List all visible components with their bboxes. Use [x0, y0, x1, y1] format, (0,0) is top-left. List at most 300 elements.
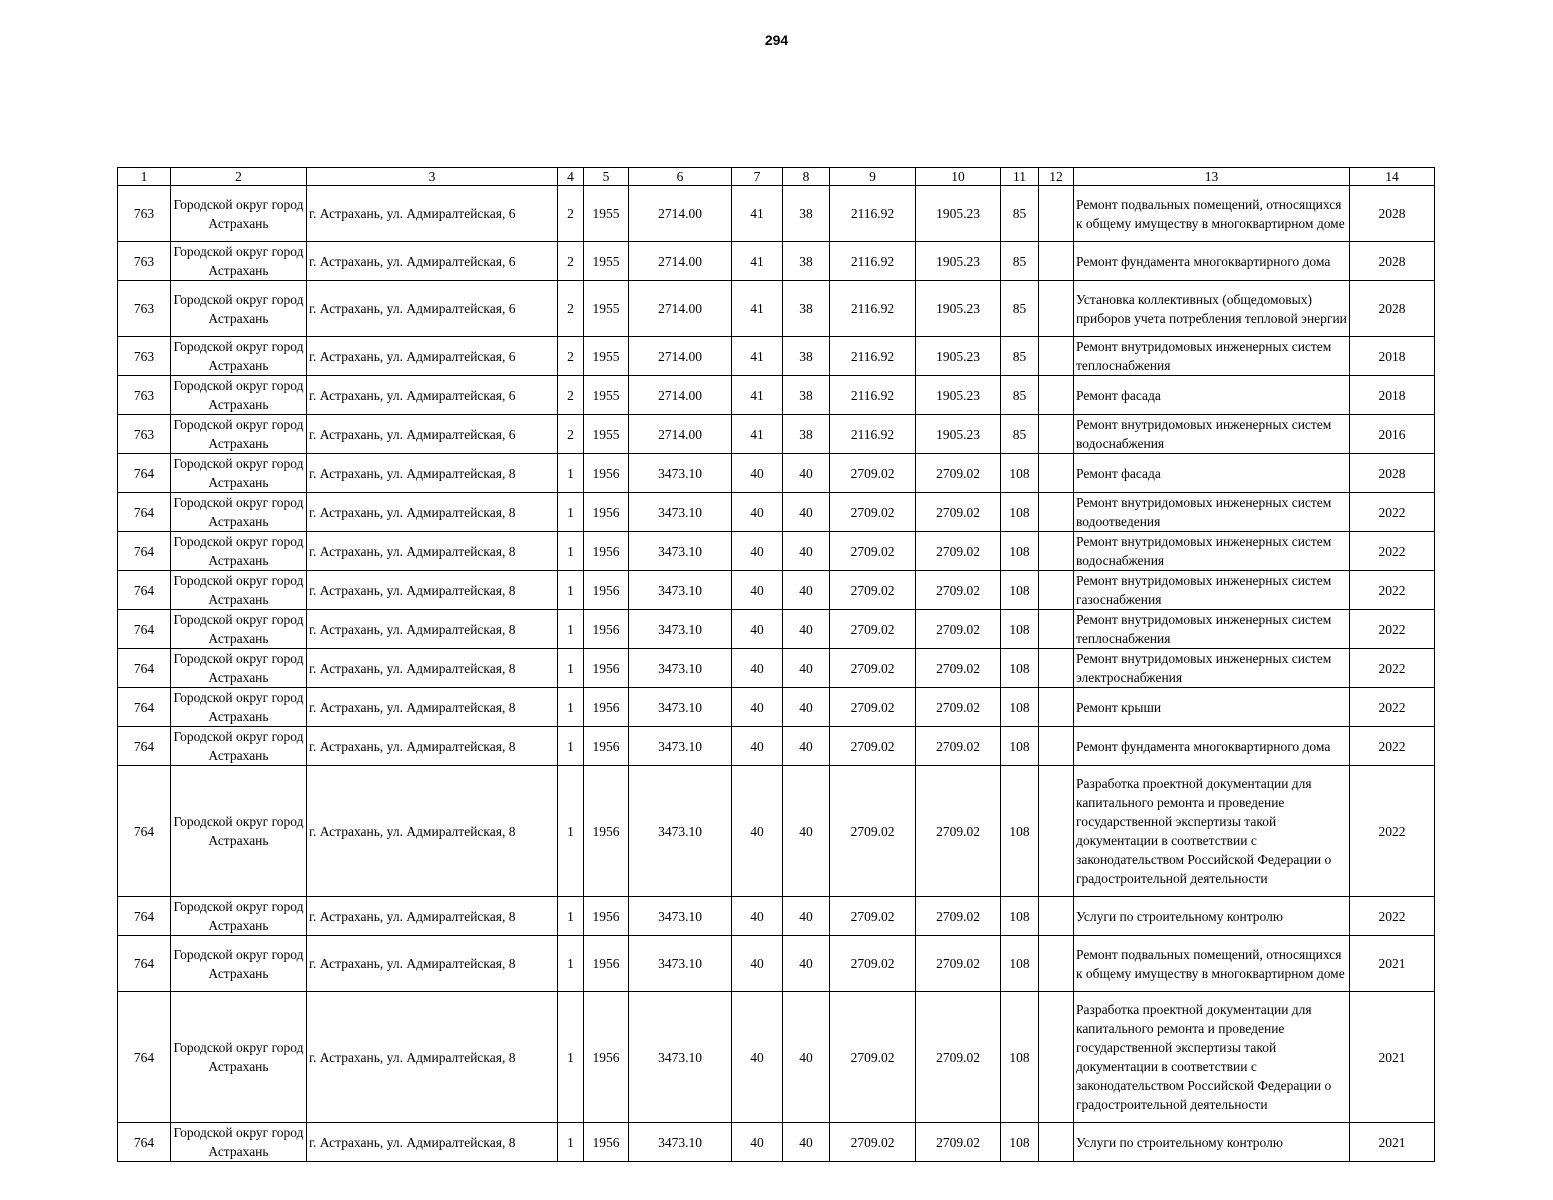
cell-col4: 2 — [558, 337, 584, 376]
column-header: 6 — [629, 168, 732, 186]
column-header: 2 — [171, 168, 307, 186]
cell-col9: 2709.02 — [830, 688, 916, 727]
cell-col12 — [1039, 1123, 1074, 1162]
row-number: 764 — [118, 1123, 171, 1162]
cell-col8: 40 — [783, 649, 830, 688]
cell-col9: 2709.02 — [830, 936, 916, 992]
address: г. Астрахань, ул. Адмиралтейская, 8 — [307, 992, 558, 1123]
cell-col12 — [1039, 493, 1074, 532]
cell-col11: 108 — [1001, 688, 1039, 727]
cell-col12 — [1039, 766, 1074, 897]
cell-col8: 40 — [783, 493, 830, 532]
cell-col7: 41 — [732, 242, 783, 281]
municipality: Городской округ город Астрахань — [171, 242, 307, 281]
planned-year: 2021 — [1350, 1123, 1435, 1162]
work-type: Услуги по строительному контролю — [1074, 1123, 1350, 1162]
work-type: Ремонт внутридомовых инженерных систем водоснабжения — [1074, 415, 1350, 454]
planned-year: 2022 — [1350, 532, 1435, 571]
planned-year: 2022 — [1350, 727, 1435, 766]
cell-col12 — [1039, 649, 1074, 688]
cell-col4: 1 — [558, 649, 584, 688]
build-year: 1956 — [584, 727, 629, 766]
work-type: Ремонт подвальных помещений, относящихся к общему имуществу в многоквартирном доме — [1074, 186, 1350, 242]
column-header: 10 — [916, 168, 1001, 186]
cell-col10: 2709.02 — [916, 571, 1001, 610]
cell-col12 — [1039, 727, 1074, 766]
table-row — [118, 727, 1435, 766]
work-type: Ремонт внутридомовых инженерных систем теплоснабжения — [1074, 337, 1350, 376]
total-area: 3473.10 — [629, 571, 732, 610]
table-row — [118, 242, 1435, 281]
row-number: 764 — [118, 936, 171, 992]
table-row — [118, 376, 1435, 415]
row-number: 764 — [118, 992, 171, 1123]
work-type: Ремонт подвальных помещений, относящихся к общему имуществу в многоквартирном доме — [1074, 936, 1350, 992]
total-area: 3473.10 — [629, 454, 732, 493]
row-number: 763 — [118, 337, 171, 376]
table-row — [118, 936, 1435, 992]
column-header: 13 — [1074, 168, 1350, 186]
cell-col11: 108 — [1001, 571, 1039, 610]
work-type: Установка коллективных (общедомовых) приборов учета потребления тепловой энергии — [1074, 281, 1350, 337]
build-year: 1956 — [584, 992, 629, 1123]
cell-col9: 2709.02 — [830, 1123, 916, 1162]
cell-col8: 40 — [783, 727, 830, 766]
total-area: 3473.10 — [629, 649, 732, 688]
cell-col8: 38 — [783, 415, 830, 454]
cell-col8: 38 — [783, 186, 830, 242]
cell-col10: 2709.02 — [916, 454, 1001, 493]
cell-col8: 40 — [783, 454, 830, 493]
cell-col4: 1 — [558, 766, 584, 897]
municipality: Городской округ город Астрахань — [171, 727, 307, 766]
cell-col8: 40 — [783, 688, 830, 727]
cell-col11: 108 — [1001, 766, 1039, 897]
total-area: 2714.00 — [629, 242, 732, 281]
cell-col11: 85 — [1001, 242, 1039, 281]
cell-col9: 2116.92 — [830, 242, 916, 281]
cell-col12 — [1039, 376, 1074, 415]
row-number: 764 — [118, 766, 171, 897]
table-row — [118, 186, 1435, 242]
municipality: Городской округ город Астрахань — [171, 649, 307, 688]
cell-col10: 2709.02 — [916, 649, 1001, 688]
cell-col10: 1905.23 — [916, 242, 1001, 281]
column-header: 3 — [307, 168, 558, 186]
cell-col7: 41 — [732, 376, 783, 415]
cell-col9: 2709.02 — [830, 454, 916, 493]
work-type: Ремонт фасада — [1074, 376, 1350, 415]
build-year: 1956 — [584, 454, 629, 493]
planned-year: 2018 — [1350, 337, 1435, 376]
total-area: 2714.00 — [629, 281, 732, 337]
cell-col12 — [1039, 992, 1074, 1123]
cell-col12 — [1039, 897, 1074, 936]
planned-year: 2028 — [1350, 281, 1435, 337]
cell-col4: 1 — [558, 493, 584, 532]
column-header: 14 — [1350, 168, 1435, 186]
municipality: Городской округ город Астрахань — [171, 992, 307, 1123]
cell-col12 — [1039, 281, 1074, 337]
column-header: 4 — [558, 168, 584, 186]
work-type: Ремонт фундамента многоквартирного дома — [1074, 242, 1350, 281]
address: г. Астрахань, ул. Адмиралтейская, 8 — [307, 897, 558, 936]
cell-col8: 40 — [783, 532, 830, 571]
cell-col9: 2709.02 — [830, 532, 916, 571]
cell-col10: 2709.02 — [916, 610, 1001, 649]
municipality: Городской округ город Астрахань — [171, 766, 307, 897]
cell-col9: 2709.02 — [830, 610, 916, 649]
planned-year: 2022 — [1350, 649, 1435, 688]
address: г. Астрахань, ул. Адмиралтейская, 8 — [307, 688, 558, 727]
cell-col12 — [1039, 532, 1074, 571]
cell-col10: 2709.02 — [916, 897, 1001, 936]
table-row — [118, 493, 1435, 532]
address: г. Астрахань, ул. Адмиралтейская, 8 — [307, 727, 558, 766]
cell-col7: 40 — [732, 493, 783, 532]
cell-col9: 2709.02 — [830, 571, 916, 610]
cell-col4: 1 — [558, 610, 584, 649]
cell-col11: 85 — [1001, 186, 1039, 242]
address: г. Астрахань, ул. Адмиралтейская, 6 — [307, 415, 558, 454]
cell-col4: 2 — [558, 415, 584, 454]
cell-col9: 2116.92 — [830, 186, 916, 242]
cell-col8: 40 — [783, 766, 830, 897]
cell-col11: 85 — [1001, 281, 1039, 337]
build-year: 1956 — [584, 493, 629, 532]
work-type: Ремонт фундамента многоквартирного дома — [1074, 727, 1350, 766]
table-row — [118, 415, 1435, 454]
address: г. Астрахань, ул. Адмиралтейская, 6 — [307, 186, 558, 242]
cell-col7: 40 — [732, 1123, 783, 1162]
table-row — [118, 897, 1435, 936]
cell-col9: 2709.02 — [830, 992, 916, 1123]
row-number: 764 — [118, 897, 171, 936]
cell-col7: 41 — [732, 186, 783, 242]
table-row — [118, 454, 1435, 493]
cell-col8: 40 — [783, 897, 830, 936]
total-area: 3473.10 — [629, 493, 732, 532]
work-type: Ремонт внутридомовых инженерных систем теплоснабжения — [1074, 610, 1350, 649]
build-year: 1955 — [584, 376, 629, 415]
municipality: Городской округ город Астрахань — [171, 415, 307, 454]
cell-col10: 1905.23 — [916, 186, 1001, 242]
table-row — [118, 1123, 1435, 1162]
cell-col11: 108 — [1001, 897, 1039, 936]
cell-col4: 1 — [558, 454, 584, 493]
planned-year: 2018 — [1350, 376, 1435, 415]
row-number: 764 — [118, 571, 171, 610]
total-area: 3473.10 — [629, 1123, 732, 1162]
cell-col12 — [1039, 571, 1074, 610]
municipality: Городской округ город Астрахань — [171, 610, 307, 649]
cell-col7: 40 — [732, 727, 783, 766]
cell-col10: 2709.02 — [916, 688, 1001, 727]
work-type: Ремонт внутридомовых инженерных систем водоснабжения — [1074, 532, 1350, 571]
capital-repair-table — [117, 167, 1435, 1162]
municipality: Городской округ город Астрахань — [171, 688, 307, 727]
planned-year: 2016 — [1350, 415, 1435, 454]
cell-col11: 85 — [1001, 376, 1039, 415]
cell-col11: 108 — [1001, 727, 1039, 766]
cell-col11: 108 — [1001, 1123, 1039, 1162]
cell-col11: 85 — [1001, 415, 1039, 454]
work-type: Разработка проектной документации для капитального ремонта и проведение государственной экспертизы такой документации в соответствии с законодательством Российской Федерации о градостроительной деятельности — [1074, 766, 1350, 897]
cell-col7: 40 — [732, 936, 783, 992]
address: г. Астрахань, ул. Адмиралтейская, 6 — [307, 376, 558, 415]
row-number: 764 — [118, 727, 171, 766]
address: г. Астрахань, ул. Адмиралтейская, 6 — [307, 242, 558, 281]
cell-col10: 1905.23 — [916, 415, 1001, 454]
cell-col9: 2116.92 — [830, 337, 916, 376]
cell-col7: 41 — [732, 415, 783, 454]
total-area: 3473.10 — [629, 936, 732, 992]
build-year: 1955 — [584, 281, 629, 337]
work-type: Ремонт внутридомовых инженерных систем электроснабжения — [1074, 649, 1350, 688]
cell-col4: 1 — [558, 727, 584, 766]
cell-col4: 1 — [558, 992, 584, 1123]
cell-col8: 40 — [783, 936, 830, 992]
address: г. Астрахань, ул. Адмиралтейская, 8 — [307, 571, 558, 610]
cell-col7: 41 — [732, 281, 783, 337]
cell-col4: 1 — [558, 897, 584, 936]
planned-year: 2022 — [1350, 493, 1435, 532]
row-number: 764 — [118, 493, 171, 532]
address: г. Астрахань, ул. Адмиралтейская, 8 — [307, 532, 558, 571]
build-year: 1955 — [584, 337, 629, 376]
planned-year: 2028 — [1350, 454, 1435, 493]
cell-col12 — [1039, 186, 1074, 242]
work-type: Ремонт фасада — [1074, 454, 1350, 493]
table-row — [118, 571, 1435, 610]
municipality: Городской округ город Астрахань — [171, 376, 307, 415]
cell-col9: 2116.92 — [830, 376, 916, 415]
cell-col8: 38 — [783, 337, 830, 376]
total-area: 3473.10 — [629, 727, 732, 766]
cell-col10: 2709.02 — [916, 766, 1001, 897]
cell-col7: 40 — [732, 454, 783, 493]
work-type: Ремонт внутридомовых инженерных систем газоснабжения — [1074, 571, 1350, 610]
cell-col11: 108 — [1001, 532, 1039, 571]
planned-year: 2022 — [1350, 610, 1435, 649]
total-area: 3473.10 — [629, 610, 732, 649]
row-number: 764 — [118, 649, 171, 688]
build-year: 1955 — [584, 415, 629, 454]
municipality: Городской округ город Астрахань — [171, 186, 307, 242]
cell-col8: 40 — [783, 1123, 830, 1162]
cell-col8: 40 — [783, 610, 830, 649]
address: г. Астрахань, ул. Адмиралтейская, 8 — [307, 649, 558, 688]
page-number: 294 — [764, 32, 789, 48]
total-area: 2714.00 — [629, 186, 732, 242]
build-year: 1956 — [584, 649, 629, 688]
cell-col9: 2709.02 — [830, 649, 916, 688]
cell-col7: 40 — [732, 532, 783, 571]
municipality: Городской округ город Астрахань — [171, 493, 307, 532]
column-header: 11 — [1001, 168, 1039, 186]
row-number: 763 — [118, 281, 171, 337]
row-number: 764 — [118, 610, 171, 649]
row-number: 763 — [118, 242, 171, 281]
cell-col7: 41 — [732, 337, 783, 376]
table-row — [118, 281, 1435, 337]
planned-year: 2021 — [1350, 992, 1435, 1123]
build-year: 1956 — [584, 571, 629, 610]
cell-col4: 2 — [558, 376, 584, 415]
cell-col7: 40 — [732, 649, 783, 688]
table-row — [118, 649, 1435, 688]
work-type: Разработка проектной документации для капитального ремонта и проведение государственной экспертизы такой документации в соответствии с законодательством Российской Федерации о градостроительной деятельности — [1074, 992, 1350, 1123]
cell-col11: 108 — [1001, 992, 1039, 1123]
cell-col9: 2709.02 — [830, 766, 916, 897]
cell-col11: 108 — [1001, 936, 1039, 992]
cell-col12 — [1039, 415, 1074, 454]
build-year: 1956 — [584, 936, 629, 992]
planned-year: 2022 — [1350, 766, 1435, 897]
municipality: Городской округ город Астрахань — [171, 532, 307, 571]
cell-col11: 85 — [1001, 337, 1039, 376]
build-year: 1956 — [584, 688, 629, 727]
address: г. Астрахань, ул. Адмиралтейская, 8 — [307, 493, 558, 532]
planned-year: 2021 — [1350, 936, 1435, 992]
build-year: 1956 — [584, 766, 629, 897]
cell-col4: 1 — [558, 1123, 584, 1162]
table-row — [118, 688, 1435, 727]
cell-col7: 40 — [732, 766, 783, 897]
cell-col7: 40 — [732, 897, 783, 936]
table-row — [118, 337, 1435, 376]
cell-col4: 1 — [558, 936, 584, 992]
cell-col8: 38 — [783, 242, 830, 281]
cell-col11: 108 — [1001, 493, 1039, 532]
row-number: 764 — [118, 532, 171, 571]
build-year: 1956 — [584, 610, 629, 649]
address: г. Астрахань, ул. Адмиралтейская, 8 — [307, 610, 558, 649]
planned-year: 2028 — [1350, 186, 1435, 242]
municipality: Городской округ город Астрахань — [171, 897, 307, 936]
build-year: 1956 — [584, 897, 629, 936]
work-type: Ремонт внутридомовых инженерных систем водоотведения — [1074, 493, 1350, 532]
header-row — [118, 168, 1435, 186]
cell-col11: 108 — [1001, 610, 1039, 649]
cell-col10: 2709.02 — [916, 493, 1001, 532]
cell-col7: 40 — [732, 688, 783, 727]
table-row — [118, 610, 1435, 649]
total-area: 2714.00 — [629, 337, 732, 376]
cell-col7: 40 — [732, 610, 783, 649]
cell-col9: 2709.02 — [830, 727, 916, 766]
cell-col9: 2116.92 — [830, 415, 916, 454]
column-header: 9 — [830, 168, 916, 186]
cell-col11: 108 — [1001, 649, 1039, 688]
cell-col4: 2 — [558, 281, 584, 337]
cell-col8: 38 — [783, 376, 830, 415]
cell-col4: 1 — [558, 532, 584, 571]
total-area: 2714.00 — [629, 376, 732, 415]
address: г. Астрахань, ул. Адмиралтейская, 6 — [307, 281, 558, 337]
municipality: Городской округ город Астрахань — [171, 337, 307, 376]
total-area: 3473.10 — [629, 897, 732, 936]
cell-col4: 2 — [558, 186, 584, 242]
planned-year: 2028 — [1350, 242, 1435, 281]
address: г. Астрахань, ул. Адмиралтейская, 8 — [307, 936, 558, 992]
cell-col7: 40 — [732, 571, 783, 610]
cell-col7: 40 — [732, 992, 783, 1123]
column-header: 1 — [118, 168, 171, 186]
row-number: 764 — [118, 454, 171, 493]
municipality: Городской округ город Астрахань — [171, 454, 307, 493]
address: г. Астрахань, ул. Адмиралтейская, 6 — [307, 337, 558, 376]
total-area: 3473.10 — [629, 688, 732, 727]
cell-col10: 2709.02 — [916, 532, 1001, 571]
cell-col4: 1 — [558, 571, 584, 610]
column-header: 5 — [584, 168, 629, 186]
column-header: 12 — [1039, 168, 1074, 186]
cell-col10: 2709.02 — [916, 1123, 1001, 1162]
table-row — [118, 532, 1435, 571]
column-header: 7 — [732, 168, 783, 186]
cell-col10: 2709.02 — [916, 727, 1001, 766]
cell-col10: 1905.23 — [916, 337, 1001, 376]
table-row — [118, 766, 1435, 897]
row-number: 763 — [118, 415, 171, 454]
total-area: 3473.10 — [629, 992, 732, 1123]
cell-col12 — [1039, 936, 1074, 992]
cell-col9: 2709.02 — [830, 493, 916, 532]
address: г. Астрахань, ул. Адмиралтейская, 8 — [307, 454, 558, 493]
row-number: 763 — [118, 186, 171, 242]
planned-year: 2022 — [1350, 571, 1435, 610]
cell-col8: 40 — [783, 571, 830, 610]
cell-col9: 2709.02 — [830, 897, 916, 936]
address: г. Астрахань, ул. Адмиралтейская, 8 — [307, 1123, 558, 1162]
row-number: 763 — [118, 376, 171, 415]
address: г. Астрахань, ул. Адмиралтейская, 8 — [307, 766, 558, 897]
cell-col10: 2709.02 — [916, 936, 1001, 992]
build-year: 1955 — [584, 186, 629, 242]
cell-col8: 38 — [783, 281, 830, 337]
build-year: 1956 — [584, 532, 629, 571]
cell-col12 — [1039, 688, 1074, 727]
column-header: 8 — [783, 168, 830, 186]
cell-col12 — [1039, 242, 1074, 281]
cell-col10: 2709.02 — [916, 992, 1001, 1123]
cell-col10: 1905.23 — [916, 376, 1001, 415]
total-area: 3473.10 — [629, 532, 732, 571]
municipality: Городской округ город Астрахань — [171, 281, 307, 337]
build-year: 1955 — [584, 242, 629, 281]
cell-col12 — [1039, 454, 1074, 493]
table-row — [118, 992, 1435, 1123]
cell-col8: 40 — [783, 992, 830, 1123]
total-area: 3473.10 — [629, 766, 732, 897]
cell-col10: 1905.23 — [916, 281, 1001, 337]
total-area: 2714.00 — [629, 415, 732, 454]
build-year: 1956 — [584, 1123, 629, 1162]
cell-col11: 108 — [1001, 454, 1039, 493]
work-type: Ремонт крыши — [1074, 688, 1350, 727]
planned-year: 2022 — [1350, 688, 1435, 727]
work-type: Услуги по строительному контролю — [1074, 897, 1350, 936]
cell-col12 — [1039, 337, 1074, 376]
cell-col4: 2 — [558, 242, 584, 281]
cell-col12 — [1039, 610, 1074, 649]
cell-col4: 1 — [558, 688, 584, 727]
municipality: Городской округ город Астрахань — [171, 1123, 307, 1162]
cell-col9: 2116.92 — [830, 281, 916, 337]
municipality: Городской округ город Астрахань — [171, 571, 307, 610]
municipality: Городской округ город Астрахань — [171, 936, 307, 992]
